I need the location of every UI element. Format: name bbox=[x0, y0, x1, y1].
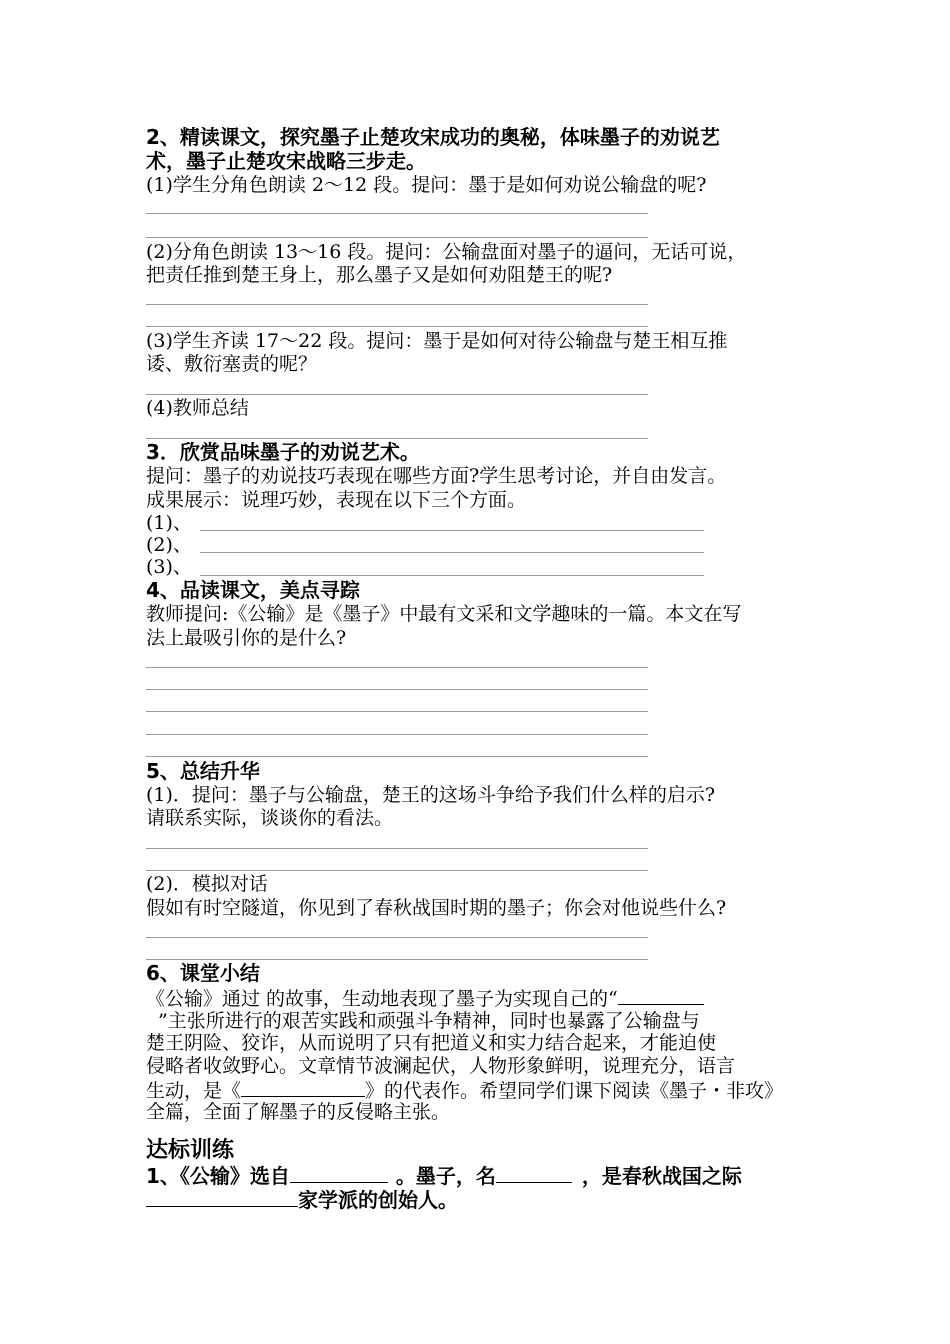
summary-line6: 全篇，全面了解墨子的反侵略主张。 bbox=[146, 1101, 451, 1123]
answer-line[interactable] bbox=[146, 667, 648, 668]
answer-line[interactable] bbox=[146, 394, 648, 395]
drill-text: 。墨子，名 bbox=[395, 1164, 496, 1188]
section5-title: 5、总结升华 bbox=[146, 759, 260, 783]
summary-line1 bbox=[146, 986, 704, 1010]
section3-item-3: (3)、 bbox=[146, 556, 192, 578]
section2-title-line2: 术，墨子止楚攻宋战略三步走。 bbox=[146, 149, 426, 173]
section3-item-2: (2)、 bbox=[146, 534, 192, 556]
section2-title-line1: 2、精读课文，探究墨子止楚攻宋成功的奥秘，体味墨子的劝说艺 bbox=[146, 125, 720, 149]
summary-line4: 侵略者收敛野心。文章情节波澜起伏，人物形象鲜明，说理充分，语言 bbox=[146, 1055, 736, 1077]
summary-line5 bbox=[146, 1078, 783, 1102]
section2-question3-line2: 诿、敷衍塞责的呢？ bbox=[146, 353, 318, 375]
section6-title: 6、课堂小结 bbox=[146, 961, 260, 985]
answer-line[interactable] bbox=[146, 756, 648, 757]
answer-line[interactable] bbox=[146, 326, 648, 327]
answer-line[interactable] bbox=[146, 304, 648, 305]
section5-question1-line1: (1)．提问：墨子与公输盘，楚王的这场斗争给予我们什么样的启示? bbox=[146, 784, 716, 806]
answer-line[interactable] bbox=[146, 213, 648, 214]
answer-line[interactable] bbox=[146, 734, 648, 735]
drill-text: 家学派的创始人。 bbox=[298, 1188, 458, 1212]
drill-title: 达标训练 bbox=[146, 1138, 235, 1163]
drill-text: ，是春秋战国之际 bbox=[581, 1164, 742, 1188]
answer-line[interactable] bbox=[146, 438, 648, 439]
answer-line[interactable] bbox=[146, 937, 648, 938]
summary-line3: 楚王阴险、狡诈，从而说明了只有把道义和实力结合起来，才能迫使 bbox=[146, 1032, 717, 1054]
fill-blank[interactable] bbox=[618, 986, 704, 1005]
section4-prompt-line2: 法上最吸引你的是什么? bbox=[146, 627, 347, 649]
answer-line[interactable] bbox=[146, 959, 648, 960]
answer-line[interactable] bbox=[146, 689, 648, 690]
summary-text: 》的代表作。希望同学们课下阅读《墨子・非攻》 bbox=[365, 1080, 784, 1102]
section3-result: 成果展示：说理巧妙，表现在以下三个方面。 bbox=[146, 489, 527, 511]
fill-blank[interactable] bbox=[241, 1078, 365, 1097]
section4-title: 4、品读课文，美点寻踪 bbox=[146, 578, 360, 602]
fill-blank[interactable] bbox=[290, 1164, 388, 1183]
section2-question4: (4)教师总结 bbox=[146, 397, 249, 419]
section5-question2: (2)．模拟对话 bbox=[146, 873, 268, 895]
fill-blank[interactable] bbox=[146, 1009, 158, 1027]
section2-question1: (1)学生分角色朗读 2～12 段。提问：墨于是如何劝说公输盘的呢? bbox=[146, 174, 707, 196]
section5-question1-line2: 请联系实际，谈谈你的看法。 bbox=[146, 807, 394, 829]
answer-line[interactable] bbox=[200, 530, 704, 531]
answer-line[interactable] bbox=[146, 870, 648, 871]
section2-question2-line1: (2)分角色朗读 13～16 段。提问：公输盘面对墨子的逼问，无话可说， bbox=[146, 241, 747, 263]
summary-text: 《公输》通过 的故事，生动地表现了墨子为实现自己的“ bbox=[146, 988, 618, 1010]
answer-line[interactable] bbox=[200, 575, 704, 576]
section3-prompt: 提问：墨子的劝说技巧表现在哪些方面?学生思考讨论，并自由发言。 bbox=[146, 465, 727, 487]
drill-text: 1、《公输》选自 bbox=[146, 1164, 290, 1188]
summary-text: 生动，是《 bbox=[146, 1080, 242, 1102]
section4-prompt-line1: 教师提问:《公输》是《墨子》中最有文采和文学趣味的一篇。本文在写 bbox=[146, 603, 742, 625]
answer-line[interactable] bbox=[146, 848, 648, 849]
fill-blank[interactable] bbox=[496, 1164, 572, 1183]
summary-text: ”主张所进行的艰苦实践和顽强斗争精神，同时也暴露了公输盘与 bbox=[158, 1010, 700, 1032]
answer-line[interactable] bbox=[146, 711, 648, 712]
answer-line[interactable] bbox=[146, 237, 648, 238]
fill-blank[interactable] bbox=[146, 1188, 298, 1207]
section3-title: 3．欣赏品味墨子的劝说艺术。 bbox=[146, 440, 420, 464]
drill-question1-line1 bbox=[146, 1164, 742, 1187]
drill-question1-line2 bbox=[146, 1188, 458, 1211]
summary-line2 bbox=[146, 1009, 700, 1032]
answer-line[interactable] bbox=[200, 552, 704, 553]
section2-question2-line2: 把责任推到楚王身上，那么墨子又是如何劝阻楚王的呢? bbox=[146, 264, 613, 286]
section5-question2-prompt: 假如有时空隧道，你见到了春秋战国时期的墨子；你会对他说些什么? bbox=[146, 897, 727, 919]
section2-question3-line1: (3)学生齐读 17～22 段。提问：墨于是如何对待公输盘与楚王相互推 bbox=[146, 330, 728, 352]
section3-item-1: (1)、 bbox=[146, 512, 192, 534]
